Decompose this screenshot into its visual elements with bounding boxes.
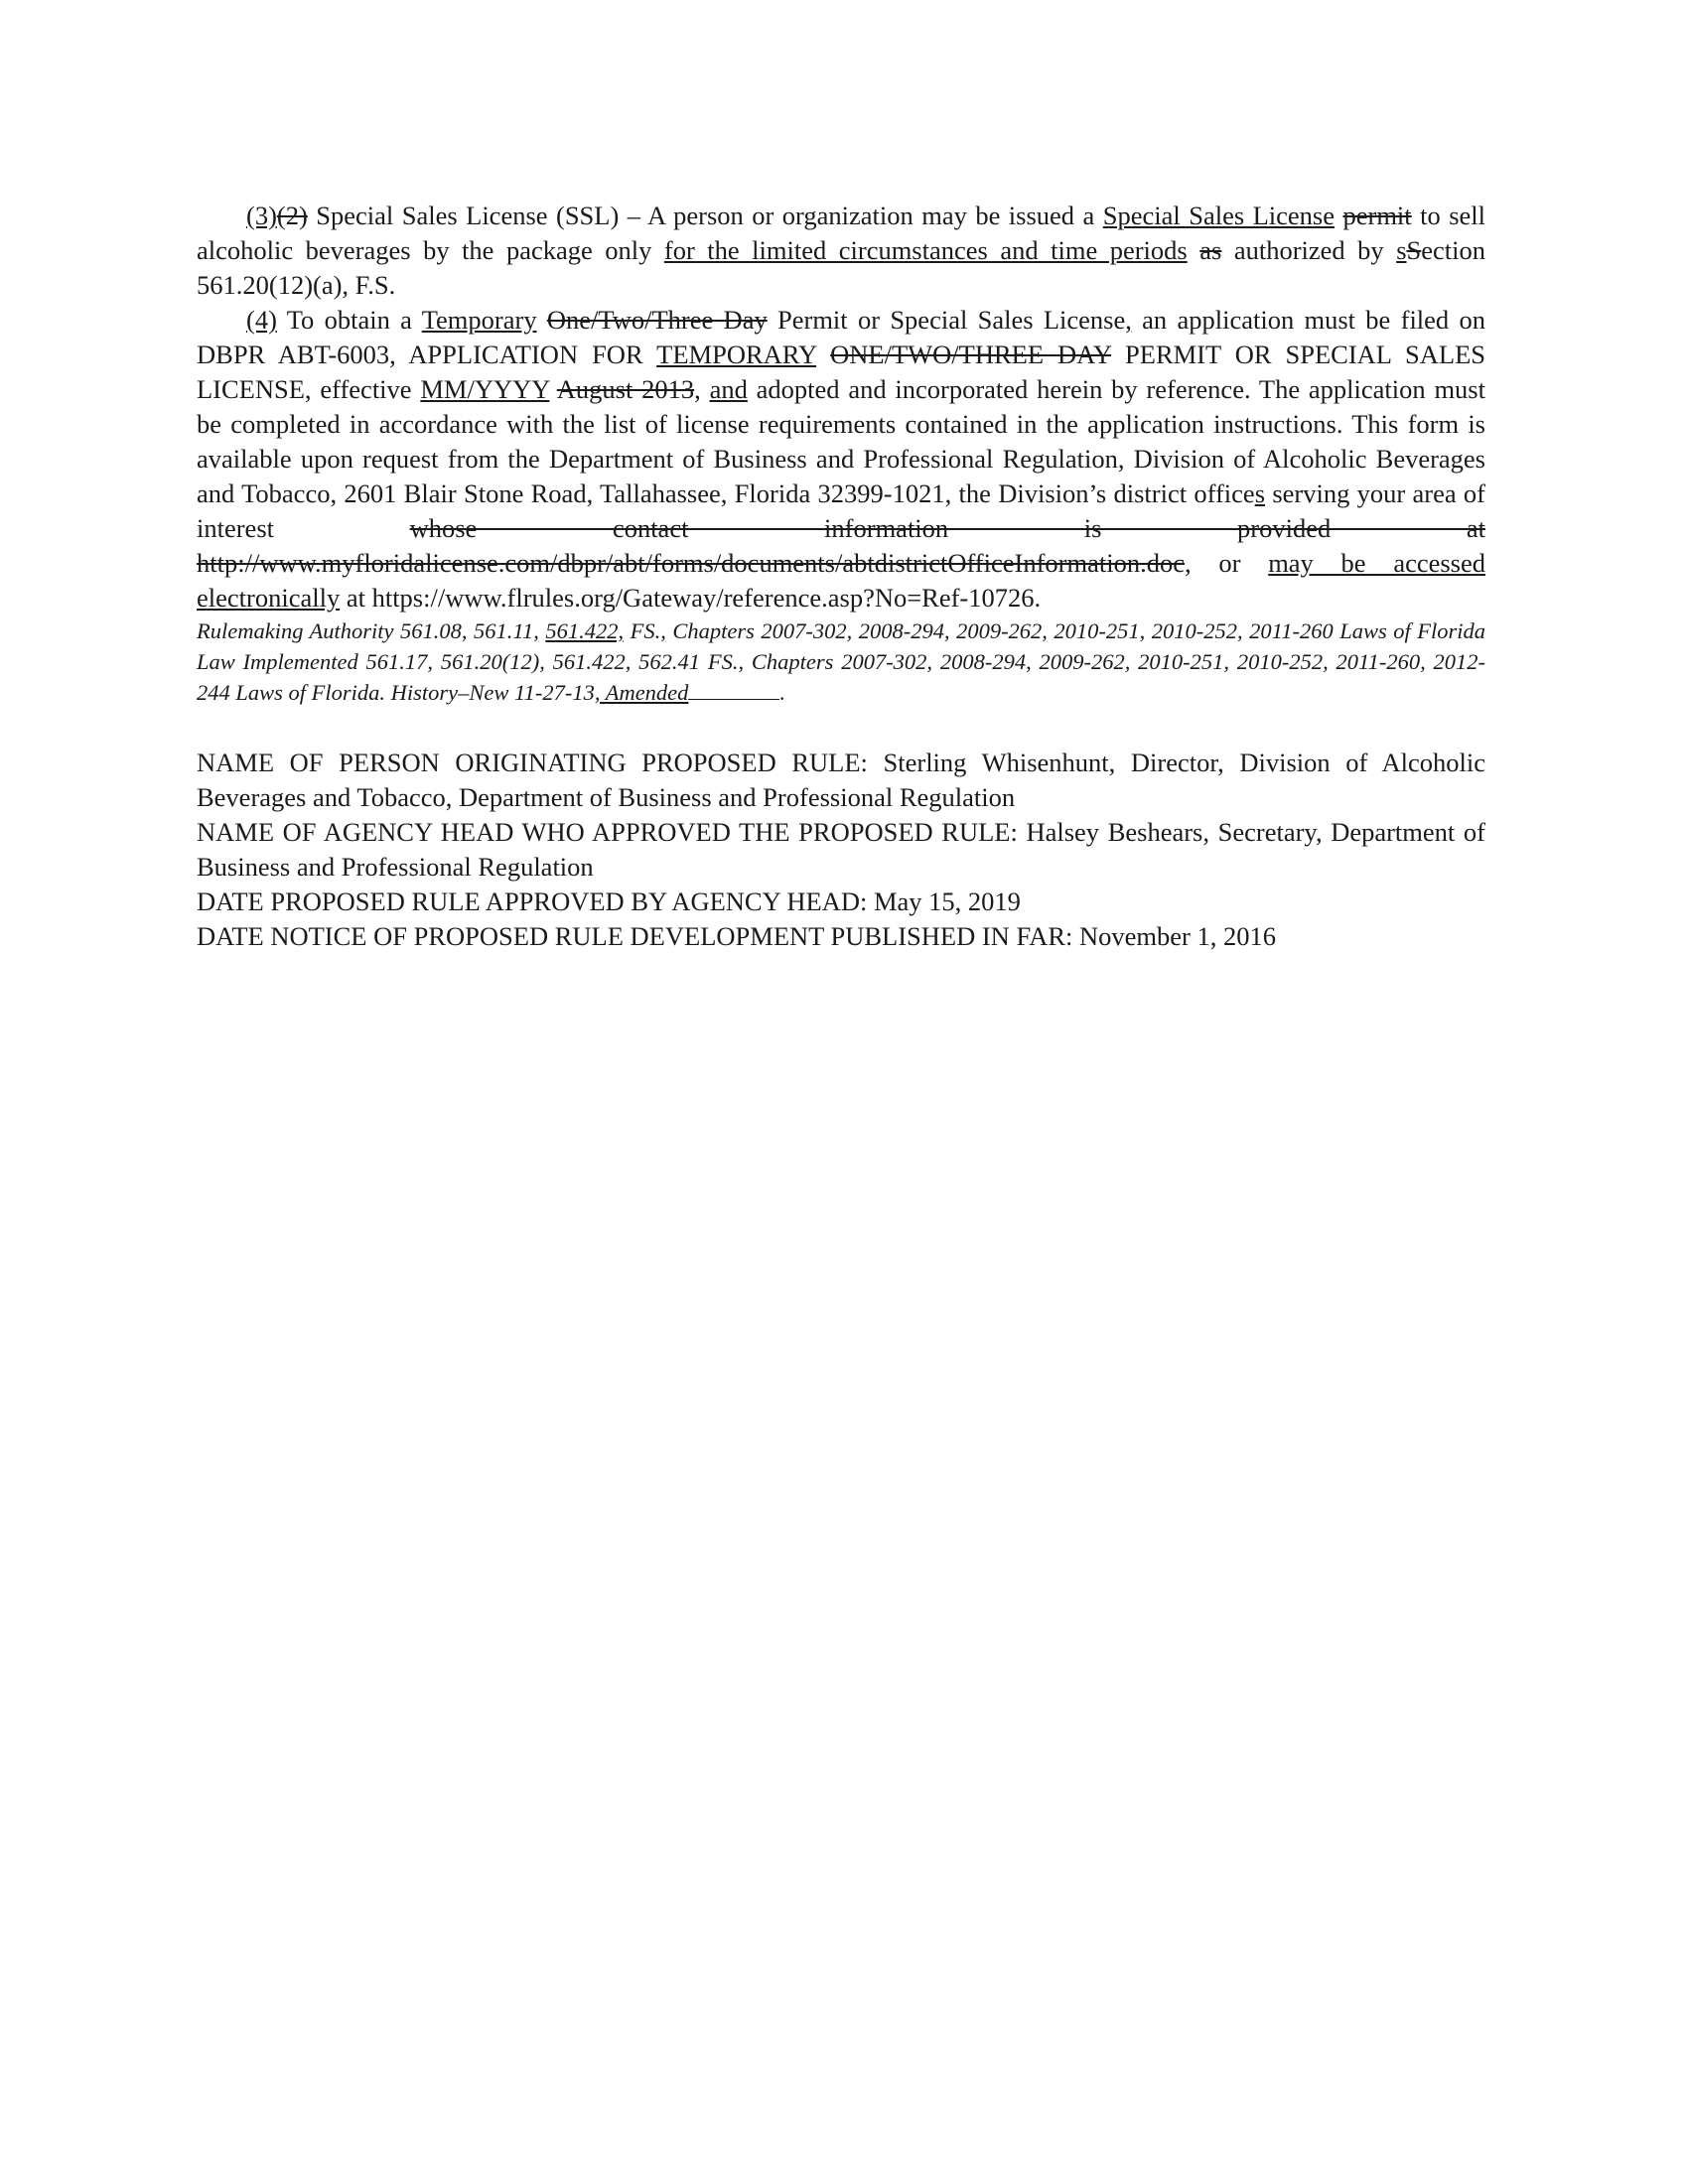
body-text: to sell alcoholic beverages by the package only [197,201,1486,265]
agency-head-line: NAME OF AGENCY HEAD WHO APPROVED THE PROPOSED RULE: Halsey Beshears, Secretary, Department of Business and Professional Regulation [197,817,1485,882]
authority-text: . [779,680,786,705]
body-text: adopted and incorporated herein by reference. The application must be completed in accordance with the list of license requirements contained in the application instructions. This form is available upon request from the Department of Business and Professional Regulation, Division of Alcoholic Beverages and Tobacco, 2601 Blair Stone Road, Tallahassee, Florida 32399-1021, the Division’s district office [197,374,1485,508]
inserted-text: Temporary [421,305,537,335]
inserted-text: (4) [246,305,277,335]
body-text: an application must be filed on DBPR ABT-6003, APPLICATION FOR [197,305,1485,369]
amended-date-blank [688,679,779,700]
deleted-text: One/Two/Three Day [546,305,768,335]
inserted-text: , [1125,305,1132,335]
paragraph-4-application [197,303,1485,615]
deleted-text: as [1199,235,1222,265]
date-approved-line: DATE PROPOSED RULE APPROVED BY AGENCY HEAD: May 15, 2019 [197,887,1021,916]
inserted-text: s [1254,478,1266,508]
inserted-text: TEMPORARY [656,340,817,369]
inserted-text: MM/YYYY [420,374,550,404]
body-text: ection 561.20(12)(a), F.S. [197,235,1486,300]
originator-line: NAME OF PERSON ORIGINATING PROPOSED RULE: Sterling Whisenhunt, Director, Division of Alcoholic Beverages and Tobacco, Department of Business and Professional Regulation [197,748,1485,812]
inserted-text: for the limited circumstances and time periods [663,235,1188,265]
document-body [197,199,1485,954]
deleted-text: (2) [276,201,308,230]
inserted-text: and [709,374,748,404]
deleted-text: permit [1342,201,1412,230]
inserted-text: s [1396,235,1407,265]
body-text: , [694,374,710,404]
body-text: serving your area of interest [197,478,1485,543]
inserted-text: (3) [246,201,277,230]
deleted-text: S [1406,235,1422,265]
deleted-text: August 2013 [556,374,695,404]
body-text: Special Sales License (SSL) – A person or organization may be issued a [307,201,1103,230]
inserted-text: , Amended [594,680,689,705]
rulemaking-authority-history [197,615,1485,708]
body-text: Permit or Special Sales License [767,305,1126,335]
authority-text: FS., Chapters 2007-302, 2008-294, 2009-262, 2010-251, 2010-252, 2011-260 Laws of Florida Law Implemented 561.17, 561.20(12), 561.422, 562.41 FS., Chapters 2007-302, 2008-294, 2009-262, 2010-251, 2010-252, 2011-260, 2012-244 Laws of Florida. History–New 11-27-13 [197,618,1485,705]
deleted-text: whose contact information is provided at http://www.myfloridalicense.com/dbpr/abt/forms/documents/abtdistrictOfficeInformation.doc [197,513,1485,578]
inserted-text: 561.422, [545,618,625,643]
body-text: at https://www.flrules.org/Gateway/reference.asp?No=Ref-10726. [340,583,1042,613]
paragraph-3-special-sales-license [197,199,1485,303]
body-text [816,340,830,369]
body-text: PERMIT OR SPECIAL SALES LICENSE, effective [197,340,1485,404]
body-text: , or [1184,548,1269,578]
notice-info-block [197,746,1485,954]
date-published-line: DATE NOTICE OF PROPOSED RULE DEVELOPMENT PUBLISHED IN FAR: November 1, 2016 [197,921,1276,951]
deleted-text: ONE/TWO/THREE DAY [830,340,1112,369]
body-text [1188,235,1200,265]
inserted-text: may be accessed electronically [197,548,1486,613]
body-text: authorized by [1221,235,1397,265]
authority-text: Rulemaking Authority 561.08, 561.11, [197,618,546,643]
body-text: To obtain a [276,305,422,335]
body-text [549,374,556,404]
body-text [537,305,547,335]
inserted-text: Special Sales License [1102,201,1336,230]
